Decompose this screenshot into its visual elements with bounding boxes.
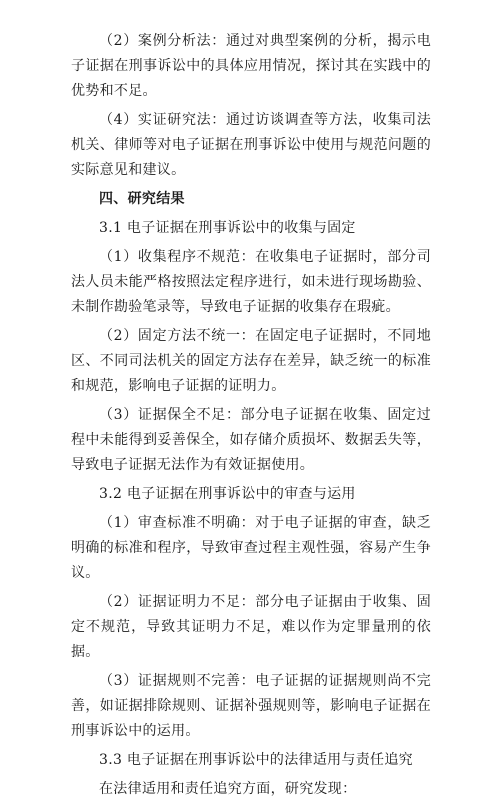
document-page xyxy=(71,29,431,802)
subsection-heading-3-2: 3.2 电子证据在刑事诉讼中的审查与运用 xyxy=(99,486,356,502)
paragraph-fixation-method: （2）固定方法不统一：在固定电子证据时，不同地区、不同司法机关的固定方法存在差异，缺乏统一的标准和规范，影响电子证据的证明力。 xyxy=(71,328,431,394)
paragraph-evidence-rules: （3）证据规则不完善：电子证据的证据规则尚不完善，如证据排除规则、证据补强规则等，影响电子证据在刑事诉讼中的运用。 xyxy=(71,673,431,739)
paragraph-empirical-research: （4）实证研究法：通过访谈调查等方法，收集司法机关、律师等对电子证据在刑事诉讼中使用与规范问题的实际意见和建议。 xyxy=(71,112,431,178)
paragraph-evidence-preservation: （3）证据保全不足：部分电子证据在收集、固定过程中未能得到妥善保全，如存储介质损坏、数据丢失等，导致电子证据无法作为有效证据使用。 xyxy=(71,407,431,473)
paragraph-review-standard: （1）审查标准不明确：对于电子证据的审查，缺乏明确的标准和程序，导致审查过程主观性强，容易产生争议。 xyxy=(71,515,431,581)
paragraph-legal-application: 在法律适用和责任追究方面，研究发现： xyxy=(99,781,357,797)
paragraph-probative-force: （2）证据证明力不足：部分电子证据由于收集、固定不规范，导致其证明力不足，难以作为定罪量刑的依据。 xyxy=(71,594,431,660)
subsection-heading-3-3: 3.3 电子证据在刑事诉讼中的法律适用与责任追究 xyxy=(99,752,413,768)
section-heading-results: 四、研究结果 xyxy=(99,191,185,207)
subsection-heading-3-1: 3.1 电子证据在刑事诉讼中的收集与固定 xyxy=(99,220,356,236)
paragraph-collection-procedure: （1）收集程序不规范：在收集电子证据时，部分司法人员未能严格按照法定程序进行，如未进行现场勘验、未制作勘验笔录等，导致电子证据的收集存在瑕疵。 xyxy=(71,249,431,315)
paragraph-case-analysis: （2）案例分析法：通过对典型案例的分析，揭示电子证据在刑事诉讼中的具体应用情况，探讨其在实践中的优势和不足。 xyxy=(71,33,431,99)
